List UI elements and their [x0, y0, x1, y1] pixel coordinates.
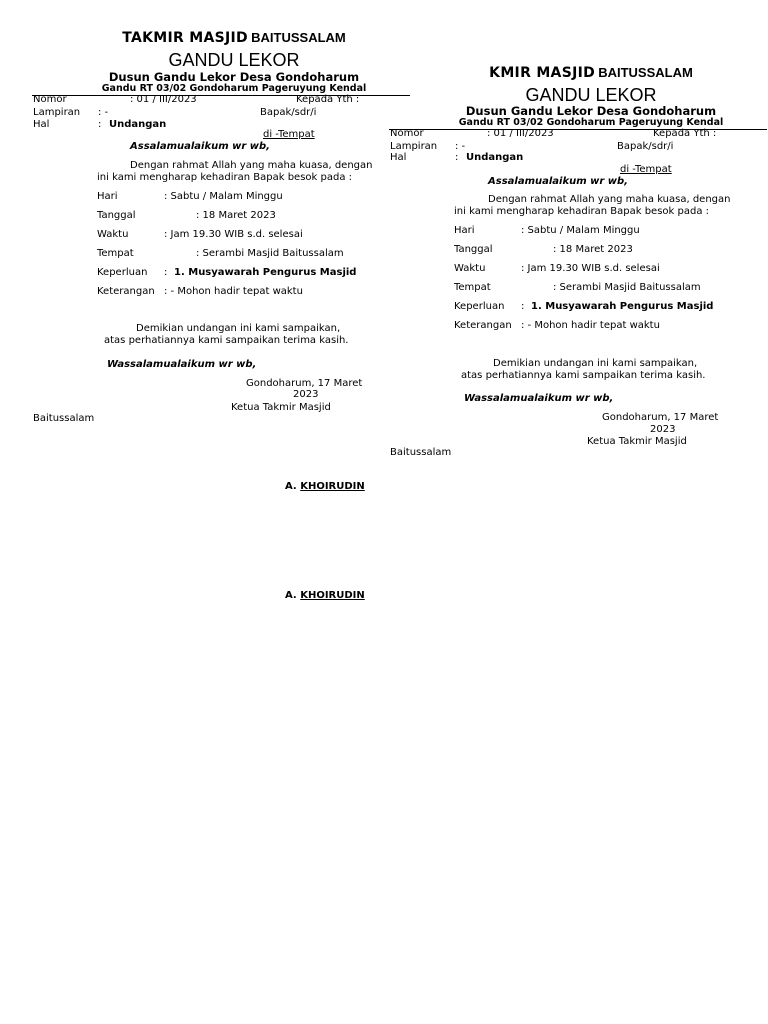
hal-value: Undangan: [466, 152, 524, 163]
letterhead-subtitle: GANDU LEKOR: [525, 85, 657, 105]
place-date: Gondoharum, 17 Maret: [602, 412, 719, 423]
keperluan-label: Keperluan: [97, 267, 148, 278]
letterhead-dusun: Dusun Gandu Lekor Desa Gondoharum: [108, 70, 360, 84]
keterangan-value: : - Mohon hadir tepat waktu: [164, 286, 303, 297]
lampiran-value: : -: [455, 141, 466, 152]
keperluan-label: Keperluan: [454, 301, 505, 312]
salam-open: Assalamualaikum wr wb,: [488, 176, 628, 187]
closing-line-1: Demikian undangan ini kami sampaikan,: [493, 358, 698, 369]
signatory-name: A. KHOIRUDIN: [285, 590, 365, 601]
closing-line-2: atas perhatiannya kami sampaikan terima kasih.: [104, 335, 349, 346]
nomor-label: Nomor: [33, 94, 67, 105]
hal-value: Undangan: [109, 119, 167, 130]
tanggal-label: Tanggal: [97, 210, 136, 221]
hari-value: : Sabtu / Malam Minggu: [164, 191, 283, 202]
intro-line-2: ini kami mengharap kehadiran Bapak besok pada :: [97, 172, 352, 183]
keterangan-value: : - Mohon hadir tepat waktu: [521, 320, 660, 331]
tanggal-value: : 18 Maret 2023: [553, 244, 633, 255]
letterhead-subtitle: GANDU LEKOR: [168, 50, 300, 70]
keperluan-value: 1. Musyawarah Pengurus Masjid: [174, 267, 357, 278]
recipient-bapak: Bapak/sdr/i: [617, 141, 674, 152]
hari-value: : Sabtu / Malam Minggu: [521, 225, 640, 236]
letterhead-title: KMIR MASJID BAITUSSALAM: [489, 65, 693, 81]
keperluan-value: 1. Musyawarah Pengurus Masjid: [531, 301, 714, 312]
closing-line-1: Demikian undangan ini kami sampaikan,: [136, 323, 341, 334]
intro-line-1: Dengan rahmat Allah yang maha kuasa, dengan: [488, 194, 731, 205]
letterhead-address: Gandu RT 03/02 Gondoharum Pageruyung Kendal: [458, 117, 724, 128]
recipient-tempat: di -Tempat: [263, 129, 315, 140]
waktu-value: : Jam 19.30 WIB s.d. selesai: [164, 229, 303, 240]
salam-close: Wassalamualaikum wr wb,: [464, 393, 614, 404]
signatory-name: A. KHOIRUDIN: [285, 481, 365, 492]
hal-label: Hal: [390, 152, 407, 163]
place-date-year: 2023: [293, 389, 319, 400]
signatory-position-cont: Baitussalam: [390, 447, 452, 458]
letterhead-address: Gandu RT 03/02 Gondoharum Pageruyung Kendal: [101, 83, 367, 94]
keperluan-separator: :: [164, 267, 168, 278]
nomor-value: : 01 / III/2023: [130, 94, 197, 105]
letterhead-dusun: Dusun Gandu Lekor Desa Gondoharum: [465, 104, 717, 118]
nomor-label: Nomor: [390, 128, 424, 139]
tempat-value: : Serambi Masjid Baitussalam: [196, 248, 344, 259]
signatory-position: Ketua Takmir Masjid: [587, 436, 687, 447]
hari-label: Hari: [97, 191, 118, 202]
recipient-bapak: Bapak/sdr/i: [260, 107, 317, 118]
place-date: Gondoharum, 17 Maret: [246, 378, 363, 389]
keterangan-label: Keterangan: [97, 286, 155, 297]
tempat-value: : Serambi Masjid Baitussalam: [553, 282, 701, 293]
waktu-value: : Jam 19.30 WIB s.d. selesai: [521, 263, 660, 274]
tanggal-label: Tanggal: [454, 244, 493, 255]
intro-line-2: ini kami mengharap kehadiran Bapak besok pada :: [454, 206, 709, 217]
tempat-label: Tempat: [454, 282, 491, 293]
keperluan-separator: :: [521, 301, 525, 312]
salam-close: Wassalamualaikum wr wb,: [107, 359, 257, 370]
hari-label: Hari: [454, 225, 475, 236]
tempat-label: Tempat: [97, 248, 134, 259]
place-date-year: 2023: [650, 424, 676, 435]
nomor-value: : 01 / III/2023: [487, 128, 554, 139]
hal-separator: :: [98, 119, 102, 130]
signatory-position: Ketua Takmir Masjid: [231, 402, 331, 413]
recipient-tempat: di -Tempat: [620, 164, 672, 175]
waktu-label: Waktu: [97, 229, 129, 240]
intro-line-1: Dengan rahmat Allah yang maha kuasa, dengan: [130, 160, 373, 171]
waktu-label: Waktu: [454, 263, 486, 274]
hal-label: Hal: [33, 119, 50, 130]
letterhead-title: TAKMIR MASJID BAITUSSALAM: [122, 30, 346, 46]
lampiran-value: : -: [98, 107, 109, 118]
hal-separator: :: [455, 152, 459, 163]
kepada-yth: Kepada Yth :: [296, 94, 360, 105]
closing-line-2: atas perhatiannya kami sampaikan terima kasih.: [461, 370, 706, 381]
kepada-yth: Kepada Yth :: [653, 128, 717, 139]
tanggal-value: : 18 Maret 2023: [196, 210, 276, 221]
signatory-position-cont: Baitussalam: [33, 413, 95, 424]
keterangan-label: Keterangan: [454, 320, 512, 331]
lampiran-label: Lampiran: [390, 141, 438, 152]
salam-open: Assalamualaikum wr wb,: [130, 141, 270, 152]
lampiran-label: Lampiran: [33, 107, 81, 118]
